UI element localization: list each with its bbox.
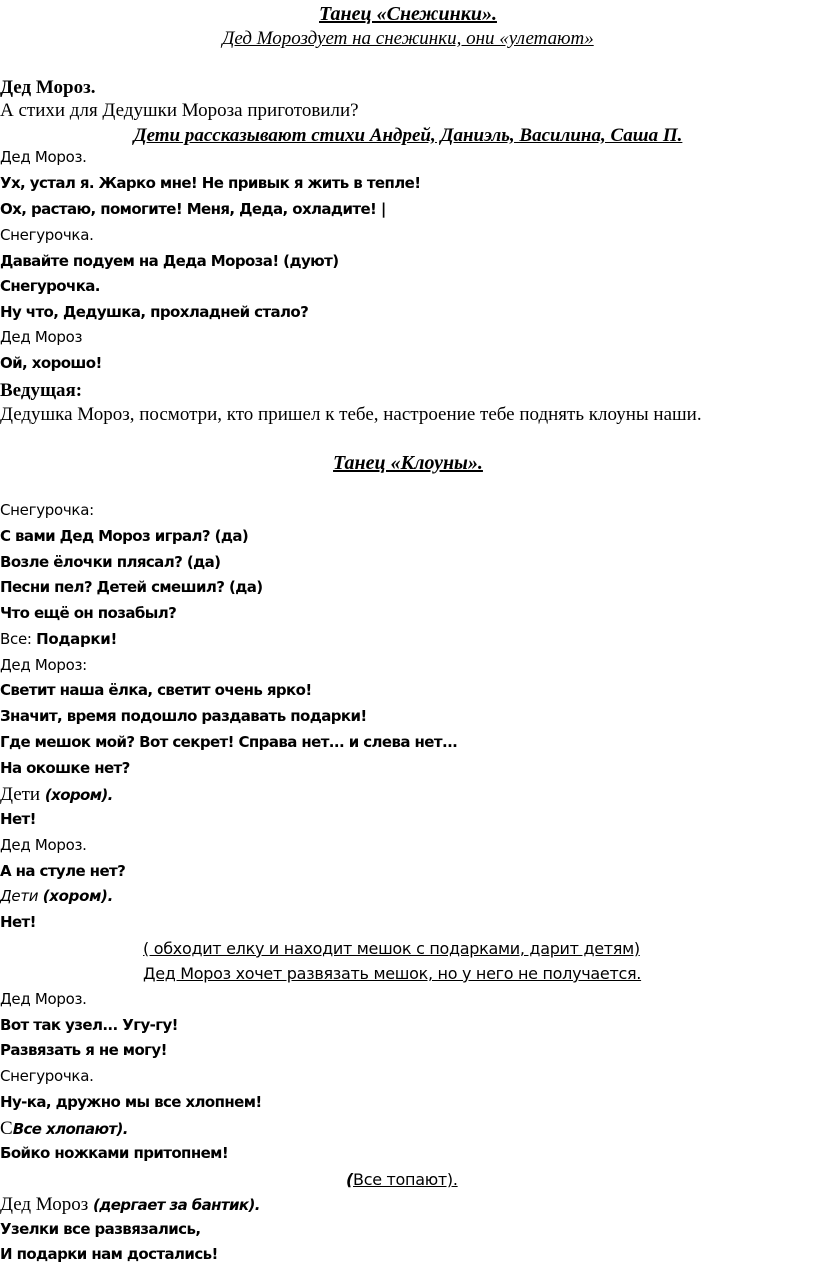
dialogue-line: А на стуле нет? — [0, 862, 126, 880]
speaker-snegurochka: Снегурочка. — [0, 277, 100, 295]
dialogue-line: Ой, хорошо! — [0, 354, 102, 372]
stomp-line — [346, 1172, 458, 1188]
stomp-paren: ( — [346, 1170, 354, 1189]
speaker-children: Дети — [0, 784, 45, 805]
children-chorus-line — [0, 785, 113, 804]
dialogue-line: Что ещё он позабыл? — [0, 604, 177, 622]
dialogue-line: Значит, время подошло раздавать подарки! — [0, 707, 367, 725]
speaker-all: Все: — [0, 630, 37, 648]
dialogue-line: Ох, растаю, помогите! Меня, Деда, охладите! | — [0, 200, 386, 218]
dialogue-line: Бойко ножками притопнем! — [0, 1144, 229, 1162]
dialogue-line: Ну-ка, дружно мы все хлопнем! — [0, 1093, 262, 1111]
speaker-snegurochka: Снегурочка. — [0, 226, 94, 244]
dialogue-line: Давайте подуем на Деда Мороза! (дуют) — [0, 252, 339, 270]
speaker-children: Дети — [0, 887, 43, 905]
stage-direction: ( обходит елку и находит мешок с подарками, дарит детям) — [143, 939, 640, 958]
dialogue-line: Где мешок мой? Вот секрет! Справа нет... и слева нет... — [0, 733, 458, 751]
speaker-snegurochka: Снегурочка: — [0, 501, 94, 519]
dialogue-line: Узелки все развязались, — [0, 1220, 201, 1238]
dialogue-line: Ух, устал я. Жарко мне! Не привык я жить в тепле! — [0, 174, 421, 192]
dialogue-line: Светит наша ёлка, светит очень ярко! — [0, 681, 312, 699]
clap-line — [0, 1119, 128, 1138]
speaker-ded-moroz: Дед Мороз — [0, 1194, 93, 1215]
dialogue-line: Развязать я не могу! — [0, 1041, 167, 1059]
dialogue-line: Песни пел? Детей смешил? (да) — [0, 578, 263, 596]
ded-action-line — [0, 1195, 260, 1214]
dialogue-line: Нет! — [0, 913, 36, 931]
question-line: А стихи для Дедушки Мороза приготовили? — [0, 100, 359, 121]
dance-snowflakes-title: Танец «Снежинки». — [319, 3, 497, 25]
dialogue-line: Нет! — [0, 810, 36, 828]
children-poems-note: Дети рассказывают стихи Андрей, Даниэль, Василина, Саша П. — [133, 125, 683, 146]
dialogue-line: Ну что, Дедушка, прохладней стало? — [0, 303, 309, 321]
dialogue-line: С вами Дед Мороз играл? (да) — [0, 527, 249, 545]
dialogue-line: Вот так узел... Угу-гу! — [0, 1016, 178, 1034]
speaker-ded-moroz: Дед Мороз. — [0, 77, 96, 98]
clap-prefix: С — [0, 1118, 13, 1139]
stage-note: (дергает за бантик). — [92, 1196, 260, 1214]
dialogue-line: Возле ёлочки плясал? (да) — [0, 553, 221, 571]
all-reply-line — [0, 632, 117, 647]
stage-note: (хором). — [44, 786, 113, 804]
speaker-host: Ведущая: — [0, 380, 83, 401]
children-chorus-line — [0, 889, 113, 904]
dance-snowflakes-subtitle: Дед Мороздует на снежинки, они «улетают» — [222, 28, 594, 49]
speaker-ded-moroz: Дед Мороз. — [0, 148, 87, 166]
stage-note: (хором). — [42, 887, 113, 905]
dialogue-line: И подарки нам достались! — [0, 1245, 218, 1263]
dance-clowns-title: Танец «Клоуны». — [333, 452, 483, 474]
speaker-ded-moroz: Дед Мороз — [0, 328, 83, 346]
dialogue-line: На окошке нет? — [0, 759, 130, 777]
speaker-ded-moroz: Дед Мороз. — [0, 990, 87, 1008]
stage-direction: Дед Мороз хочет развязать мешок, но у него не получается. — [143, 964, 642, 983]
all-reply: Подарки! — [36, 630, 118, 648]
speaker-ded-moroz: Дед Мороз: — [0, 656, 87, 674]
dialogue-line: Дедушка Мороз, посмотри, кто пришел к тебе, настроение тебе поднять клоуны наши. — [0, 404, 702, 425]
stage-note: Все хлопают). — [12, 1120, 128, 1138]
speaker-snegurochka: Снегурочка. — [0, 1067, 94, 1085]
stage-direction: Все топают). — [353, 1170, 458, 1189]
speaker-ded-moroz: Дед Мороз. — [0, 836, 87, 854]
